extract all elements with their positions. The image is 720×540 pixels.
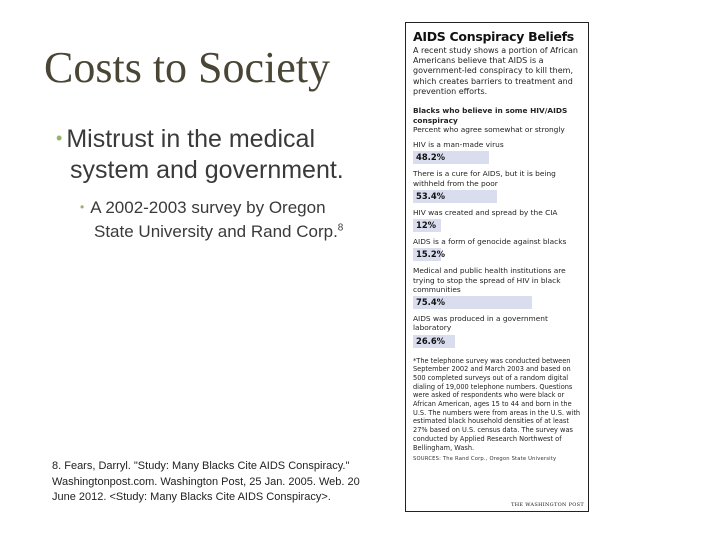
- bar-value-label: 12%: [416, 220, 437, 231]
- bar-track: [413, 151, 571, 164]
- bar-track: [413, 190, 571, 203]
- sources: SOURCES: The Rand Corp., Oregon State University: [413, 456, 557, 463]
- bar-category-label: HIV is a man-made virus: [413, 140, 504, 150]
- bullet-dot-icon: •: [80, 200, 85, 214]
- bar: [413, 219, 441, 232]
- bar-category-label: Medical and public health institutions are trying to stop the spread of HIV in black communities: [413, 266, 566, 294]
- bar-value-label: 48.2%: [416, 152, 446, 163]
- footnote-ref: 8: [337, 222, 344, 234]
- bar-chart: [413, 140, 581, 348]
- conspiracy-beliefs-graphic: [405, 22, 589, 512]
- bar-value-label: 15.2%: [416, 249, 446, 260]
- bar-track: [413, 296, 571, 309]
- bullet-list: [56, 124, 356, 244]
- bullet-sub: [56, 196, 356, 244]
- graphic-note: Percent who agree somewhat or strongly: [413, 125, 565, 135]
- bar: [413, 335, 455, 348]
- bar: [413, 296, 532, 309]
- bar-category-label: AIDS is a form of genocide against blacks: [413, 237, 567, 247]
- bar-value-label: 26.6%: [416, 335, 446, 346]
- graphic-subhead: Blacks who believe in some HIV/AIDS conspiracy: [413, 106, 568, 125]
- graphic-title: AIDS Conspiracy Beliefs: [413, 29, 574, 44]
- bullet-main-text: Mistrust in the medical system and government.: [66, 125, 344, 184]
- bar-track: [413, 219, 571, 232]
- bar-value-label: 53.4%: [416, 190, 446, 201]
- bar: [413, 248, 446, 261]
- bar-track: [413, 335, 571, 348]
- bar-category-label: HIV was created and spread by the CIA: [413, 207, 558, 217]
- bar: [413, 151, 489, 164]
- credit: THE WASHINGTON POST: [511, 502, 584, 508]
- bullet-dot-icon: •: [56, 128, 63, 148]
- bar-category-label: There is a cure for AIDS, but it is being withheld from the poor: [413, 169, 556, 188]
- slide-title: Costs to Society: [44, 43, 331, 92]
- bullet-main: [56, 124, 356, 186]
- bar-category-label: AIDS was produced in a government laboratory: [413, 314, 548, 333]
- graphic-intro: A recent study shows a portion of African Americans believe that AIDS is a government-led conspiracy to kill them, which creates barriers to treatment and prevention efforts.: [413, 46, 578, 96]
- bar: [413, 190, 497, 203]
- footnote: 8. Fears, Darryl. "Study: Many Blacks Cite AIDS Conspiracy." Washingtonpost.com. Washington Post, 25 Jan. 2005. Web. 20 June 2012. <Study: Many Blacks Cite AIDS Conspiracy>.: [52, 460, 360, 504]
- bar-track: [413, 248, 571, 261]
- bar-value-label: 75.4%: [416, 297, 446, 308]
- bullet-sub-text: A 2002-2003 survey by Oregon State University and Rand Corp.: [90, 198, 338, 241]
- method-note: *The telephone survey was conducted between September 2002 and March 2003 and based on 500 completed surveys out of a random digital dialing of 19,000 telephone numbers. Questions were asked of respondents who were black or African American, ages 15 to 44 and born in the U.S. The numbers were from areas in the U.S. with estimated black household densities of at least 27% based on U.S. census data. The survey was conducted by Applied Research Northwest of Bellingham, Wash.: [413, 356, 581, 452]
